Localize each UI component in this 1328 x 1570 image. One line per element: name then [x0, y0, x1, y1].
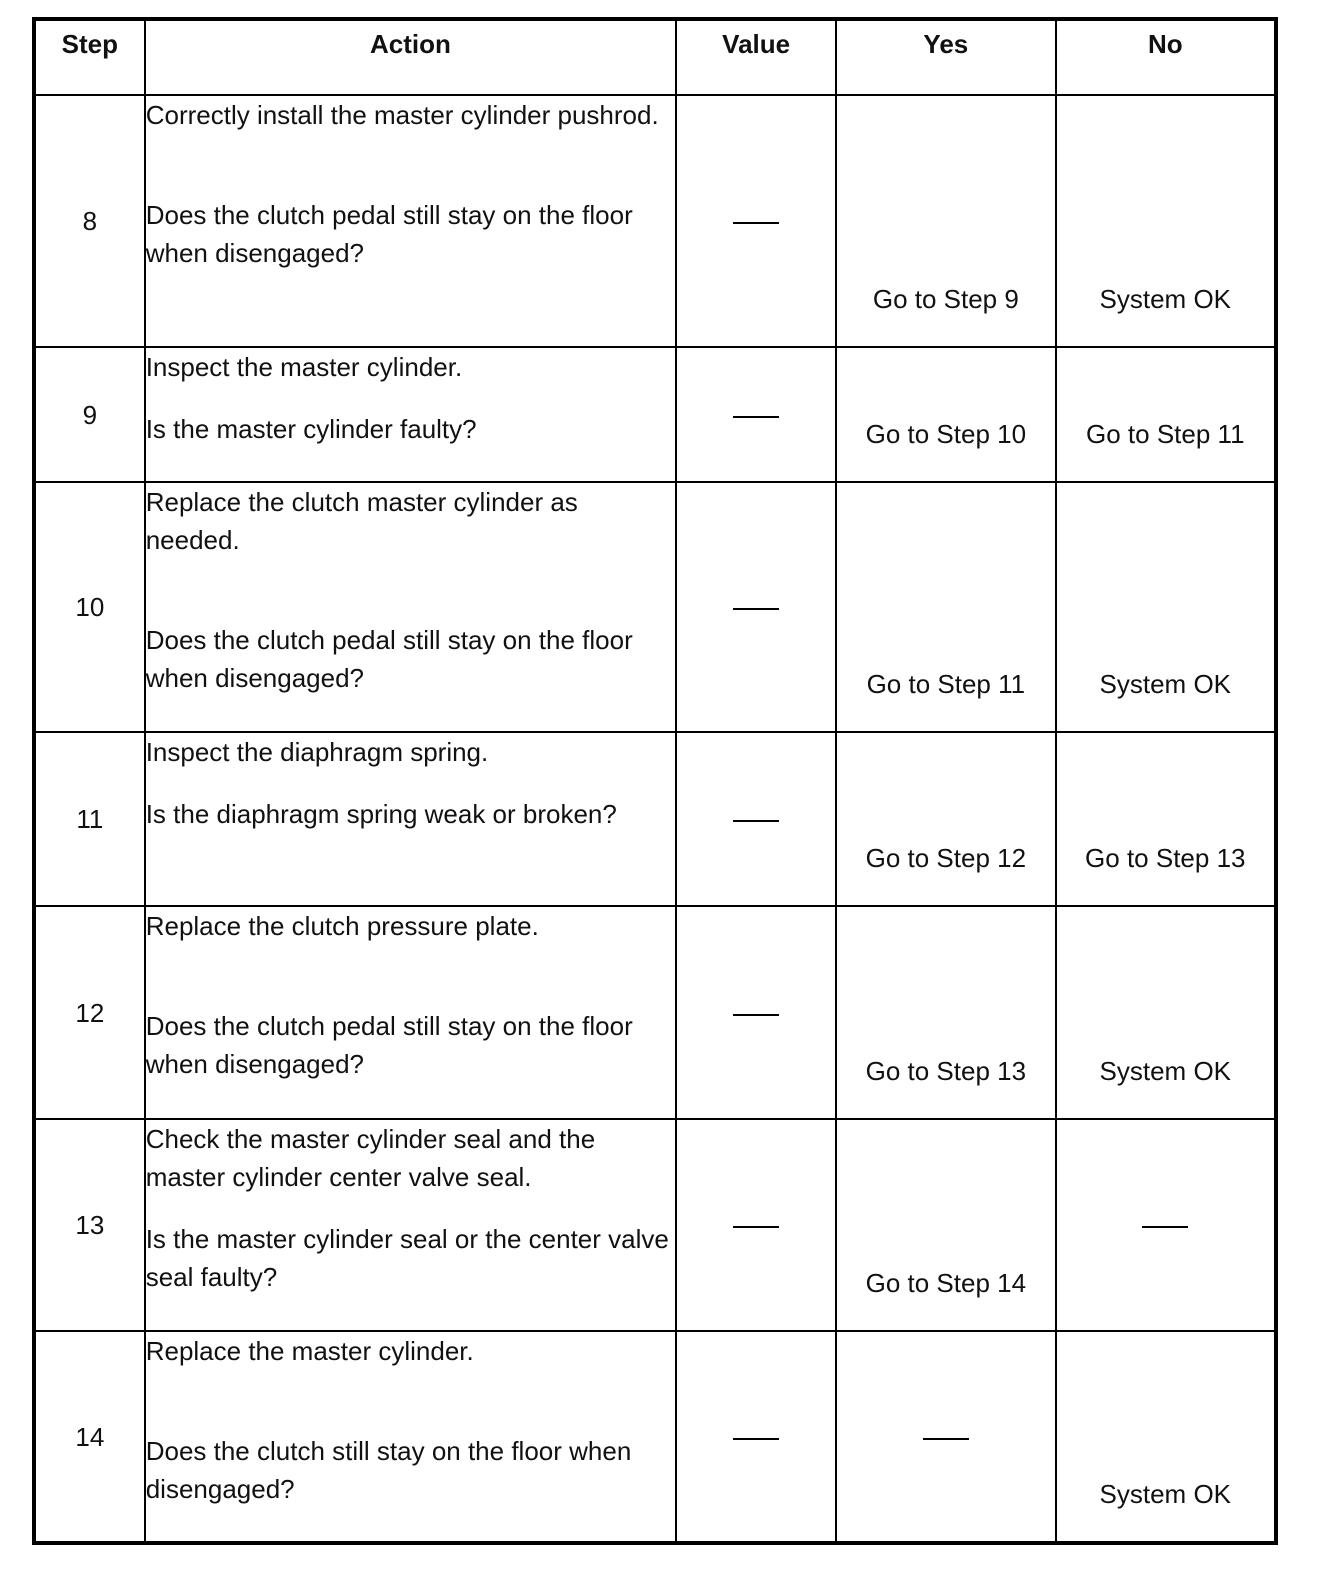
header-step: Step: [34, 19, 145, 95]
action-question: Does the clutch pedal still stay on the floor when disengaged?: [145, 1011, 633, 1079]
dash-mark: [733, 416, 779, 418]
no-cell: [1056, 1331, 1276, 1543]
step-number: 12: [34, 906, 145, 1119]
action-cell: [145, 347, 676, 482]
step-number: 9: [34, 347, 145, 482]
yes-outcome: Go to Step 13: [865, 1056, 1027, 1086]
yes-cell: [836, 95, 1055, 347]
action-question: Is the master cylinder seal or the center valve seal faulty?: [145, 1224, 669, 1292]
dash-mark: [733, 1226, 779, 1228]
table-row: [34, 347, 1276, 482]
no-cell: [1056, 1119, 1276, 1331]
no-outcome: Go to Step 11: [1086, 419, 1245, 449]
action-cell: [145, 95, 676, 347]
table-row: [34, 1331, 1276, 1543]
action-question: Does the clutch pedal still stay on the floor when disengaged?: [145, 625, 633, 693]
yes-cell: [836, 347, 1055, 482]
yes-cell: [836, 482, 1055, 732]
yes-outcome: Go to Step 12: [865, 843, 1027, 873]
yes-cell: [836, 1119, 1055, 1331]
action-cell: [145, 1331, 676, 1543]
value-cell: [676, 732, 836, 906]
action-instruction: Replace the clutch master cylinder as needed.: [145, 487, 578, 555]
dash-mark: [733, 1438, 779, 1440]
dash-mark: [1142, 1226, 1188, 1228]
no-cell: [1056, 347, 1276, 482]
no-cell: [1056, 482, 1276, 732]
yes-cell: [836, 1331, 1055, 1543]
action-question: Does the clutch pedal still stay on the floor when disengaged?: [145, 200, 633, 268]
value-cell: [676, 482, 836, 732]
table-row: [34, 906, 1276, 1119]
no-cell: [1056, 732, 1276, 906]
yes-outcome: Go to Step 10: [865, 419, 1027, 449]
step-number: 14: [34, 1331, 145, 1543]
action-question: Is the diaphragm spring weak or broken?: [145, 799, 617, 829]
dash-mark: [923, 1438, 969, 1440]
action-instruction: Replace the clutch pressure plate.: [145, 911, 539, 941]
header-action: Action: [145, 19, 676, 95]
action-question: Is the master cylinder faulty?: [145, 414, 477, 444]
no-outcome: System OK: [1099, 669, 1232, 699]
action-cell: [145, 1119, 676, 1331]
value-cell: [676, 1119, 836, 1331]
no-cell: [1056, 95, 1276, 347]
action-cell: [145, 482, 676, 732]
header-no: No: [1056, 19, 1276, 95]
diagnostic-table: [32, 17, 1278, 1545]
yes-outcome: Go to Step 11: [866, 669, 1026, 699]
no-cell: [1056, 906, 1276, 1119]
yes-cell: [836, 906, 1055, 1119]
action-cell: [145, 732, 676, 906]
action-instruction: Check the master cylinder seal and the master cylinder center valve seal.: [145, 1124, 596, 1192]
no-outcome: System OK: [1099, 284, 1232, 314]
action-instruction: Replace the master cylinder.: [145, 1336, 474, 1366]
step-number: 11: [34, 732, 145, 906]
action-instruction: Inspect the diaphragm spring.: [145, 737, 489, 767]
action-question: Does the clutch still stay on the floor when disengaged?: [145, 1436, 632, 1504]
yes-outcome: Go to Step 14: [865, 1268, 1027, 1298]
action-instruction: Inspect the master cylinder.: [145, 352, 463, 382]
no-outcome: System OK: [1099, 1479, 1232, 1509]
header-value: Value: [676, 19, 836, 95]
table-row: [34, 95, 1276, 347]
no-outcome: System OK: [1099, 1056, 1232, 1086]
value-cell: [676, 1331, 836, 1543]
step-number: 8: [34, 95, 145, 347]
yes-cell: [836, 732, 1055, 906]
table-row: [34, 482, 1276, 732]
no-outcome: Go to Step 13: [1085, 843, 1246, 873]
action-cell: [145, 906, 676, 1119]
table-row: [34, 1119, 1276, 1331]
dash-mark: [733, 820, 779, 822]
step-number: 13: [34, 1119, 145, 1331]
yes-outcome: Go to Step 9: [872, 284, 1019, 314]
action-instruction: Correctly install the master cylinder pushrod.: [145, 100, 659, 130]
dash-mark: [733, 608, 779, 610]
dash-mark: [733, 222, 779, 224]
dash-mark: [733, 1014, 779, 1016]
step-number: 10: [34, 482, 145, 732]
header-row: [34, 19, 1276, 95]
value-cell: [676, 906, 836, 1119]
value-cell: [676, 95, 836, 347]
value-cell: [676, 347, 836, 482]
header-yes: Yes: [836, 19, 1055, 95]
table-row: [34, 732, 1276, 906]
